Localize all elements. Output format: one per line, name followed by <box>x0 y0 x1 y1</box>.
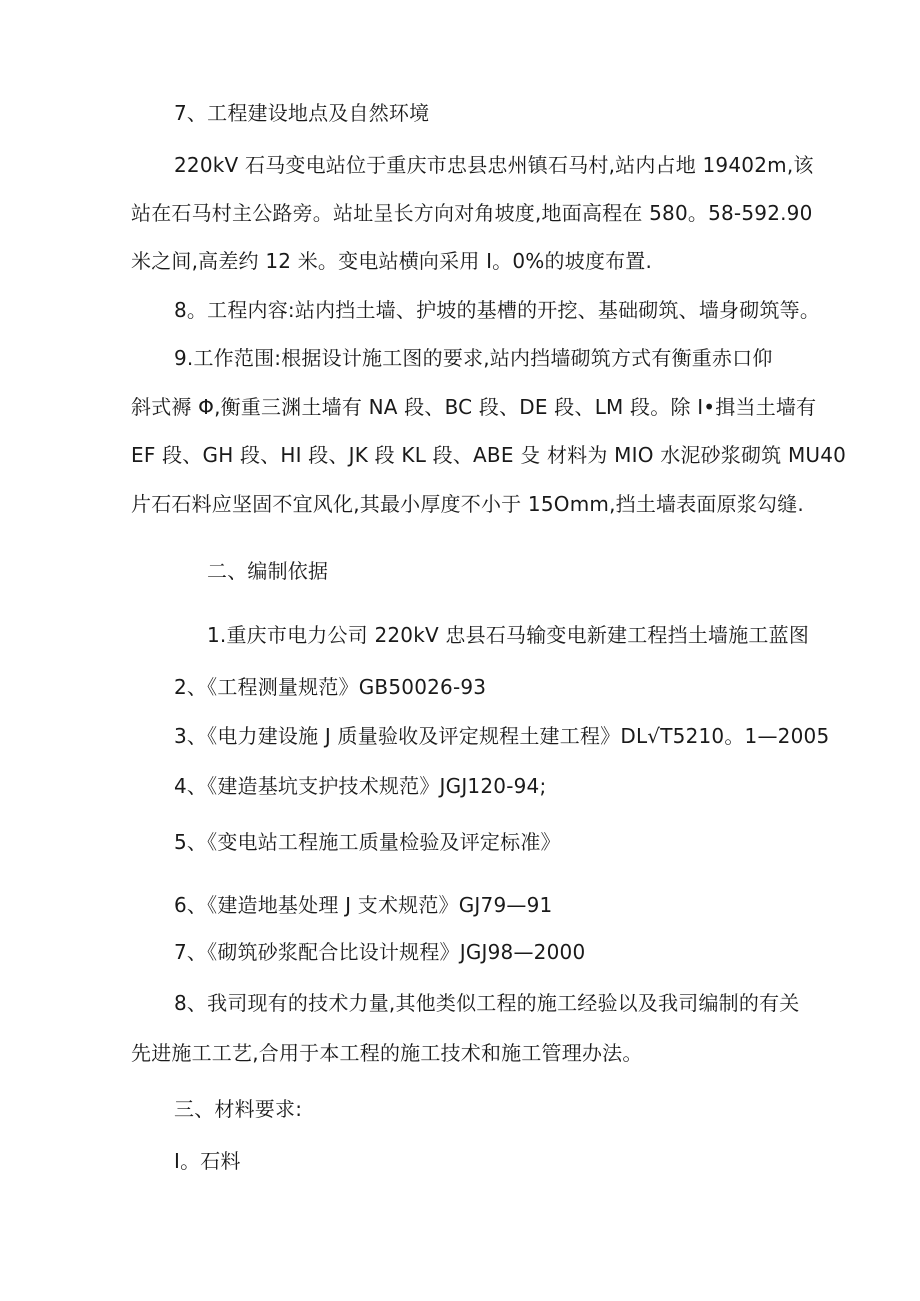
heading-material-requirements: 三、材料要求: <box>174 1097 303 1121</box>
scope-paragraph-line-4: 片石石料应坚固不宜风化,其最小厚度不小于 15Omm,挡土墙表面原浆勾缝. <box>131 492 804 516</box>
basis-item-1: 1.重庆市电力公司 220kV 忠县石马输变电新建工程挡土墙施工蓝图 <box>207 623 810 647</box>
scope-paragraph-line-3: EF 段、GH 段、HI 段、JK 段 KL 段、ABE 殳 材料为 MIO 水泥砂浆砌筑 MU40 <box>131 443 847 467</box>
basis-item-8-line-2: 先进施工工艺,合用于本工程的施工技术和施工管理办法。 <box>131 1041 643 1065</box>
basis-item-8-line-1: 8、我司现有的技术力量,其他类似工程的施工经验以及我司编制的有关 <box>174 991 800 1015</box>
scope-paragraph-line-2: 斜式褥 Φ,衡重三渊土墙有 NA 段、BC 段、DE 段、LM 段。除 I•揖当土墙有 <box>131 395 817 419</box>
site-paragraph-line-2: 站在石马村主公路旁。站址呈长方向对角坡度,地面高程在 580。58-592.90 <box>131 201 813 225</box>
site-paragraph-line-1: 220kV 石马变电站位于重庆市忠县忠州镇石马村,站内占地 19402m,该 <box>174 153 814 177</box>
basis-item-6: 6、《建造地基处理 J 支术规范》GJ79—91 <box>174 893 553 917</box>
basis-item-7: 7、《砌筑砂浆配合比设计规程》JGJ98—2000 <box>174 940 586 964</box>
basis-item-3: 3、《电力建设施 J 质量验收及评定规程土建工程》DL√T5210。1—2005 <box>174 724 830 748</box>
site-paragraph-line-3: 米之间,高差约 12 米。变电站横向采用 I。0%的坡度布置. <box>131 249 653 273</box>
basis-item-4: 4、《建造基坑支护技术规范》JGJ120-94; <box>174 774 547 798</box>
basis-item-2: 2、《工程测量规范》GB50026-93 <box>174 675 487 699</box>
heading-compilation-basis: 二、编制依据 <box>207 559 329 583</box>
material-item-1: I。石料 <box>174 1149 241 1173</box>
scope-paragraph-line-1: 9.工作范围:根据设计施工图的要求,站内挡墙砌筑方式有衡重赤口仰 <box>174 346 773 370</box>
section-8-paragraph: 8。工程内容:站内挡土墙、护坡的基槽的开挖、基础砌筑、墙身砌筑等。 <box>174 298 821 322</box>
section-7-heading: 7、工程建设地点及自然环境 <box>174 101 430 125</box>
basis-item-5: 5、《变电站工程施工质量检验及评定标准》 <box>174 830 561 854</box>
